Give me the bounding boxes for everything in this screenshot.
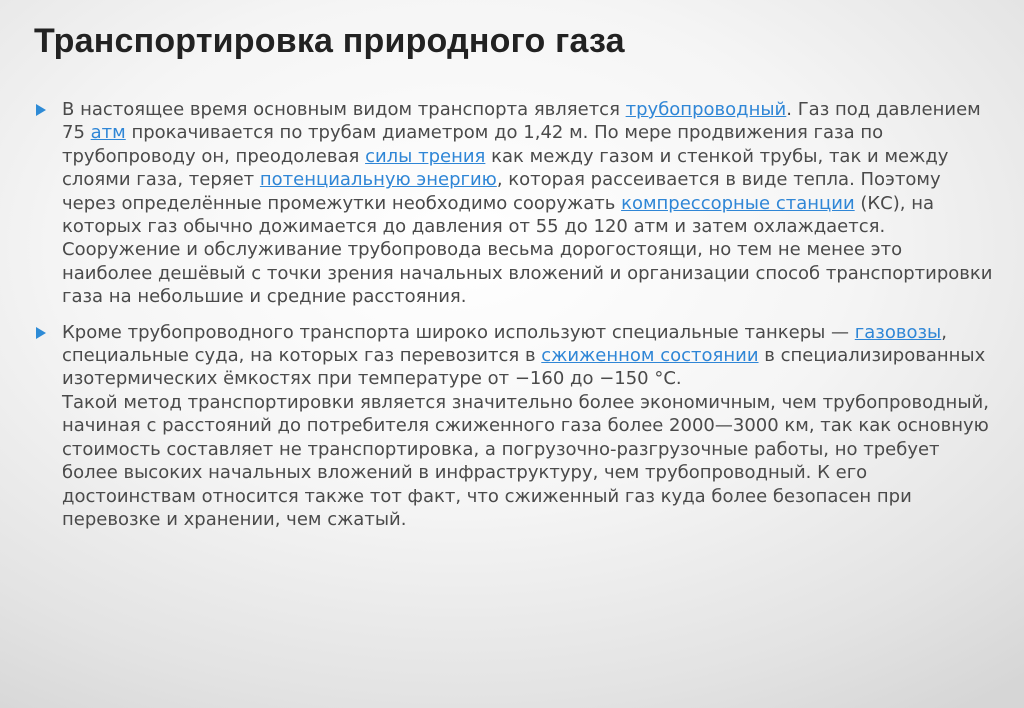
- link-gazovozy[interactable]: газовозы: [854, 321, 942, 343]
- bullet-item-pipeline: [34, 98, 994, 309]
- bullet-list: [34, 98, 994, 543]
- link-szhizhennoe-sostoyanie[interactable]: сжиженном состоянии: [541, 345, 759, 367]
- text-segment: . Газ под давлением 75: [62, 99, 981, 144]
- bullet-text: [62, 99, 992, 307]
- bullet-item-tankers: [34, 321, 994, 532]
- link-sily-treniya[interactable]: силы трения: [365, 145, 486, 167]
- text-segment: В настоящее время основным видом транспорта является: [62, 99, 626, 120]
- link-kompressornye-stancii[interactable]: компрессорные станции: [621, 192, 855, 214]
- slide-title: Транспортировка природного газа: [34, 22, 625, 60]
- text-segment: , которая рассеивается в виде тепла. Поэтому через определённые промежутки необходимо сооружать: [62, 169, 941, 214]
- link-potencialnaya-energiya[interactable]: потенциальную энергию: [259, 169, 497, 191]
- link-truboprovodny[interactable]: трубопроводный: [625, 99, 787, 120]
- text-segment: как между газом и стенкой трубы, так и между слоями газа, теряет: [62, 145, 949, 191]
- text-segment: , специальные суда, на которых газ перевозится в: [62, 321, 947, 367]
- bullet-text: [62, 322, 994, 532]
- link-atm[interactable]: атм: [90, 122, 126, 144]
- text-segment: прокачивается по трубам диаметром до 1,42 м. По мере продвижения газа по трубопроводу он, преодолевая: [62, 122, 884, 167]
- triangle-right-icon: [36, 104, 46, 116]
- text-segment: в специализированных изотермических ёмкостях при температуре от −160 до −150 °С.: [62, 345, 986, 390]
- text-segment: (КС), на которых газ обычно дожимается до давления от 55 до 120 атм и затем охлаждается. Сооружение и обслуживание трубопровода весьма дорогостоящи, но тем не менее это наиболее дешёвый с точки зрения начальных вложений и организации способ транспортировки газа на небольшие и средние расстояния.: [62, 192, 993, 308]
- text-segment: Кроме трубопроводного транспорта широко используют специальные танкеры —: [62, 321, 855, 343]
- text-paragraph: Такой метод транспортировки является значительно более экономичным, чем трубопроводный, начиная с расстояний до потребителя сжиженного газа более 2000—3000 км, так как основную стоимость составляет не транспортировка, а погрузочно-разгрузочные работы, но требует более высоких начальных вложений в инфраструктуру, чем трубопроводный. К его достоинствам относится также тот факт, что сжиженный газ куда более безопасен при перевозке и хранении, чем сжатый.: [62, 391, 989, 530]
- triangle-right-icon: [36, 327, 46, 339]
